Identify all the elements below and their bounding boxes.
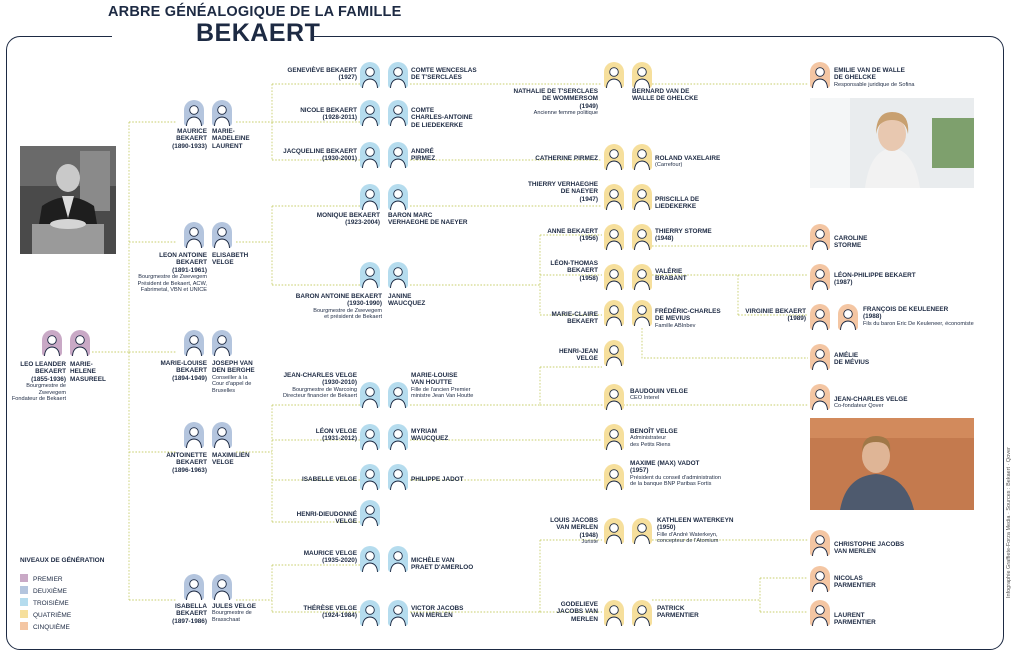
emilie-avatar-icon: [810, 62, 830, 88]
patrick-label: [657, 605, 699, 620]
laurent-avatar-icon: [810, 600, 830, 626]
person-name: PHILIPPE JADOT: [411, 476, 464, 483]
person-years: (1894-1949): [172, 374, 207, 382]
person-name: JEAN-CHARLES VELGE: [834, 396, 908, 403]
person-note: Bourgmestre de Zwevegem Fondateur de Bekaert: [11, 382, 66, 403]
legend-item-troisieme: TROISIÈME: [20, 598, 69, 607]
person-name: JANINE WAUCQUEZ: [388, 293, 426, 308]
person-name: ANDRÉ PIRMEZ: [411, 148, 436, 163]
maxime-avatar-icon: [604, 464, 624, 490]
roland-avatar-icon: [632, 144, 652, 170]
baron-marc-avatar-icon: [388, 184, 408, 210]
credit-text: Infographie Graffiete-Forza Media · Sources : Bekaert · Qover: [1006, 447, 1012, 598]
person-name: LEO LEANDER BEKAERT: [20, 361, 66, 376]
person-name: BENOÎT VELGE: [630, 428, 678, 435]
henri-jean-label: [559, 348, 598, 363]
louis-jacobs-label: [550, 517, 598, 546]
marie-madeleine-label: [212, 128, 250, 150]
person-name: VIRGINIE BEKAERT: [745, 308, 806, 315]
marie-louise-vh-label: [411, 372, 473, 400]
isabella-label: [172, 603, 207, 625]
jules-label: [212, 603, 256, 624]
patrick-avatar-icon: [632, 600, 652, 626]
michele-avatar-icon: [388, 546, 408, 572]
myriam-avatar-icon: [388, 424, 408, 450]
person-note: Bourgmestre de Brasschaat: [212, 610, 252, 624]
person-name: MAXIME (MAX) VADOT: [630, 460, 700, 467]
nicole-label: [300, 107, 357, 122]
person-years: (1923-2004): [345, 219, 380, 227]
person-name: FRANÇOIS DE KEULENEER: [863, 306, 949, 313]
henri-jean-avatar-icon: [604, 340, 624, 366]
person-name: MICHÈLE VAN PRAET D'AMERLOO: [411, 557, 474, 572]
person-years: (1948): [579, 531, 598, 539]
janine-avatar-icon: [388, 262, 408, 288]
person-years: (1957): [630, 467, 649, 475]
jean-charles-photo: [810, 418, 974, 510]
person-name: THÉRÈSE VELGE: [303, 605, 357, 612]
francois-label: [863, 306, 974, 327]
baron-antoine-avatar-icon: [360, 262, 380, 288]
person-name: COMTE CHARLES-ANTOINE DE LIEDEKERKE: [411, 107, 473, 129]
thierry-s-avatar-icon: [632, 224, 652, 250]
genevieve-label: [287, 67, 357, 82]
person-name: MAURICE BEKAERT: [176, 128, 207, 143]
michele-label: [411, 557, 473, 572]
person-note: Fille de l'ancien Premier ministre Jean Van Houtte: [411, 386, 474, 400]
portrait-color-image: [810, 98, 974, 188]
leon-antoine-avatar-icon: [184, 222, 204, 248]
person-years: (1931-2012): [322, 435, 357, 443]
benoit-avatar-icon: [604, 424, 624, 450]
person-years: (1927): [338, 74, 357, 82]
person-name: ANTOINETTE BEKAERT: [166, 452, 207, 467]
jacqueline-label: [283, 148, 357, 163]
person-name: MARIE-LOUISE BEKAERT: [160, 360, 207, 375]
person-years: (1948): [655, 235, 674, 243]
person-note: Administrateur des Petits Riens: [630, 435, 671, 449]
person-years: (1930-2001): [322, 155, 357, 163]
isabelle-velge-label: [302, 476, 357, 483]
person-years: (1928-2011): [322, 114, 357, 122]
andre-avatar-icon: [388, 142, 408, 168]
person-note: Juriste: [581, 538, 598, 545]
person-name: HENRI-DIEUDONNÉ VELGE: [296, 511, 357, 526]
leon-velge-label: [316, 428, 357, 443]
nicole-avatar-icon: [360, 100, 380, 126]
person-name: HENRI-JEAN VELGE: [558, 348, 598, 363]
person-note: CEO Interel: [630, 395, 660, 402]
marie-louise-vh-avatar-icon: [388, 382, 408, 408]
godelieve-avatar-icon: [604, 600, 624, 626]
henri-dieudonne-avatar-icon: [360, 500, 380, 526]
person-name: BERNARD VAN DE WALLE DE GHELCKE: [632, 88, 699, 103]
person-note: Fils du baron Eric De Keuleneer, économiste: [863, 320, 974, 327]
amelie-avatar-icon: [810, 344, 830, 370]
person-name: NICOLE BEKAERT: [300, 107, 357, 114]
joseph-label: [212, 360, 255, 395]
baudouin-avatar-icon: [604, 384, 624, 410]
person-note: (Carrefour): [655, 162, 683, 169]
marie-helene-avatar-icon: [70, 330, 90, 356]
person-note: Conseiller à la Cour d'appel de Bruxelles: [212, 374, 252, 395]
emilie-photo: [810, 98, 974, 188]
person-name: COMTE WENCESLAS DE T'SERCLAES: [411, 67, 477, 82]
leo-avatar-icon: [42, 330, 62, 356]
legend-item-cinquieme: CINQUIÈME: [20, 622, 70, 631]
person-note: Président du conseil d'administration de la banque BNP Paribas Fortis: [630, 474, 721, 488]
person-years: (1956): [579, 235, 598, 243]
person-note: Responsable juridique de Sofina: [834, 81, 915, 88]
catherine-avatar-icon: [604, 144, 624, 170]
person-note: Bourgmestre de Zwevegem Président de Bekaert, ACW, Fabrimetal, VBN et UNICE: [137, 273, 207, 294]
leon-philippe-avatar-icon: [810, 264, 830, 290]
person-name: ANNE BEKAERT: [547, 228, 598, 235]
benoit-label: [630, 428, 678, 449]
person-name: PRISCILLA DE LIEDEKERKE: [655, 196, 700, 211]
person-name: MARIE-LOUISE VAN HOUTTE: [411, 372, 458, 387]
person-years: (1890-1933): [172, 142, 207, 150]
leon-thomas-avatar-icon: [604, 264, 624, 290]
marie-madeleine-avatar-icon: [212, 100, 232, 126]
person-name: VICTOR JACOBS VAN MERLEN: [411, 605, 464, 620]
jacqueline-avatar-icon: [360, 142, 380, 168]
maurice-velge-label: [304, 550, 357, 565]
person-years: (1935-2020): [322, 557, 357, 565]
person-name: MAURICE VELGE: [303, 550, 357, 557]
isabella-avatar-icon: [184, 574, 204, 600]
person-name: ISABELLA BEKAERT: [175, 603, 207, 618]
person-note: Co-fondateur Qover: [834, 403, 884, 410]
elisabeth-label: [212, 252, 248, 267]
laurent-label: [834, 612, 876, 627]
person-note: Ancienne femme politique: [533, 109, 598, 116]
maximilien-label: [212, 452, 250, 467]
jules-avatar-icon: [212, 574, 232, 600]
person-name: LOUIS JACOBS VAN MERLEN: [550, 517, 598, 532]
wenceslas-label: [411, 67, 477, 82]
person-name: NATHALIE DE T'SERCLAES DE WOMMERSOM: [513, 88, 598, 103]
baron-antoine-label: [296, 293, 382, 321]
person-name: AMÉLIE DE MÉVIUS: [834, 352, 870, 367]
leon-thomas-label: [550, 260, 598, 282]
person-name: CAROLINE STORME: [834, 235, 868, 250]
marie-helene-label: [70, 361, 106, 383]
caroline-avatar-icon: [810, 224, 830, 250]
person-name: CATHERINE PIRMEZ: [535, 155, 598, 162]
title-line-1: ARBRE GÉNÉALOGIQUE DE LA FAMILLE: [108, 4, 402, 20]
marie-claire-avatar-icon: [604, 300, 624, 326]
myriam-label: [411, 428, 448, 443]
therese-avatar-icon: [360, 600, 380, 626]
person-years: (1989): [787, 315, 806, 323]
leon-philippe-label: [834, 272, 916, 287]
person-name: LÉON-PHILIPPE BEKAERT: [834, 272, 916, 279]
maxime-label: [630, 460, 721, 488]
maurice-velge-avatar-icon: [360, 546, 380, 572]
jean-charles-q-label: [834, 396, 908, 410]
jean-charles-q-avatar-icon: [810, 384, 830, 410]
elisabeth-avatar-icon: [212, 222, 232, 248]
person-years: (1949): [579, 102, 598, 110]
person-name: JACQUELINE BEKAERT: [283, 148, 357, 155]
jean-charles-v-label: [283, 372, 357, 400]
anne-label: [547, 228, 598, 243]
catherine-label: [535, 155, 598, 162]
leo-label: [12, 361, 66, 403]
person-years: (1897-1986): [172, 617, 207, 625]
thierry-v-label: [528, 181, 598, 203]
person-years: (1988): [863, 313, 882, 321]
philippe-jadot-label: [411, 476, 464, 483]
francois-avatar-icon: [838, 304, 858, 330]
nicolas-label: [834, 575, 876, 590]
person-years: (1930-1990): [347, 300, 382, 308]
person-note: Fille d'André Waterkeyn, concepteur de l'Atomium: [657, 531, 719, 545]
virginie-avatar-icon: [810, 304, 830, 330]
person-note: Famille ABInbev: [655, 322, 696, 329]
person-name: JOSEPH VAN DEN BERGHE: [212, 360, 255, 375]
antoinette-label: [166, 452, 207, 474]
person-years: (1958): [579, 274, 598, 282]
legend-item-deuxieme: DEUXIÈME: [20, 586, 67, 595]
leon-antoine-label: [138, 252, 207, 294]
frederic-avatar-icon: [632, 300, 652, 326]
person-name: JEAN-CHARLES VELGE: [283, 372, 357, 379]
person-name: ELISABETH VELGE: [212, 252, 249, 267]
portrait-color-image: [810, 418, 974, 510]
person-name: THIERRY STORME: [655, 228, 712, 235]
antoinette-avatar-icon: [184, 422, 204, 448]
person-years: (1947): [579, 195, 598, 203]
person-name: MYRIAM WAUCQUEZ: [411, 428, 449, 443]
person-name: BARON ANTOINE BEKAERT: [295, 293, 382, 300]
roland-label: [655, 155, 720, 169]
person-name: JULES VELGE: [212, 603, 257, 610]
legend-item-premier: PREMIER: [20, 574, 63, 583]
person-name: GODELIEVE JACOBS VAN MERLEN: [556, 601, 598, 623]
person-name: LÉON-THOMAS BEKAERT: [550, 260, 598, 275]
marie-louise-label: [160, 360, 207, 382]
louis-jacobs-avatar-icon: [604, 518, 624, 544]
family-name-title: BEKAERT: [196, 19, 321, 47]
leo-bekaert-photo: [20, 146, 116, 254]
thierry-v-avatar-icon: [604, 184, 624, 210]
isabelle-velge-avatar-icon: [360, 464, 380, 490]
charles-antoine-label: [411, 107, 473, 129]
person-name: FRÉDÉRIC-CHARLES DE MEVIUS: [655, 308, 721, 323]
maurice-avatar-icon: [184, 100, 204, 126]
virginie-label: [745, 308, 806, 323]
frederic-label: [655, 308, 721, 329]
christophe-label: [834, 541, 904, 556]
maurice-label: [172, 128, 207, 150]
nathalie-avatar-icon: [604, 62, 624, 88]
person-name: ROLAND VAXELAIRE: [655, 155, 721, 162]
jean-charles-v-avatar-icon: [360, 382, 380, 408]
valerie-avatar-icon: [632, 264, 652, 290]
person-name: LAURENT PARMENTIER: [834, 612, 876, 627]
andre-label: [411, 148, 435, 163]
person-name: MARIE- MADELEINE LAURENT: [212, 128, 250, 150]
kathleen-avatar-icon: [632, 518, 652, 544]
person-name: LEON ANTOINE BEKAERT: [159, 252, 207, 267]
person-name: BAUDOUIN VELGE: [630, 388, 688, 395]
monique-label: [317, 212, 380, 227]
amelie-label: [834, 352, 869, 367]
anne-avatar-icon: [604, 224, 624, 250]
janine-label: [388, 293, 425, 308]
joseph-avatar-icon: [212, 330, 232, 356]
portrait-bw-image: [20, 146, 116, 254]
baron-marc-label: [388, 212, 468, 227]
leon-velge-avatar-icon: [360, 424, 380, 450]
person-years: (1987): [834, 279, 853, 287]
person-years: (1896-1963): [172, 466, 207, 474]
person-years: (1930-2010): [322, 379, 357, 387]
person-name: NICOLAS PARMENTIER: [834, 575, 876, 590]
nathalie-label: [514, 88, 598, 117]
baudouin-label: [630, 388, 688, 402]
person-name: CHRISTOPHE JACOBS VAN MERLEN: [834, 541, 905, 556]
person-name: THIERRY VERHAEGHE DE NAEYER: [528, 181, 598, 196]
emilie-label: [834, 67, 915, 88]
person-note: Bourgmestre de Warcoing Directeur financier de Bekaert: [283, 386, 357, 400]
person-name: VALÉRIE BRABANT: [655, 268, 687, 283]
person-name: MARIE- HELENE MASUREEL: [70, 361, 106, 383]
therese-label: [303, 605, 357, 620]
legend-title: NIVEAUX DE GÉNÉRATION: [20, 557, 105, 564]
person-years: (1924-1984): [322, 612, 357, 620]
person-name: MARIE-CLAIRE BEKAERT: [551, 311, 598, 326]
henri-dieudonne-label: [297, 511, 357, 526]
wenceslas-avatar-icon: [388, 62, 408, 88]
marie-louise-avatar-icon: [184, 330, 204, 356]
godelieve-label: [557, 601, 598, 623]
person-years: (1891-1961): [172, 266, 207, 274]
bernard-avatar-icon: [632, 62, 652, 88]
victor-avatar-icon: [388, 600, 408, 626]
person-name: GENEVIÈVE BEKAERT: [287, 67, 357, 74]
maximilien-avatar-icon: [212, 422, 232, 448]
person-note: Bourgmestre de Zwevegem et président de Bekaert: [313, 307, 382, 321]
bernard-label: [632, 88, 698, 103]
person-name: PATRICK PARMENTIER: [657, 605, 699, 620]
charles-antoine-avatar-icon: [388, 100, 408, 126]
christophe-avatar-icon: [810, 530, 830, 556]
priscilla-avatar-icon: [632, 184, 652, 210]
valerie-label: [655, 268, 687, 283]
genevieve-avatar-icon: [360, 62, 380, 88]
person-name: MONIQUE BEKAERT: [316, 212, 380, 219]
philippe-jadot-avatar-icon: [388, 464, 408, 490]
nicolas-avatar-icon: [810, 566, 830, 592]
person-name: ISABELLE VELGE: [301, 476, 357, 483]
caroline-label: [834, 235, 867, 250]
person-years: (1950): [657, 524, 676, 532]
person-name: LÉON VELGE: [315, 428, 357, 435]
priscilla-label: [655, 196, 699, 211]
victor-label: [411, 605, 463, 620]
person-years: (1855-1936): [31, 375, 66, 383]
thierry-s-label: [655, 228, 712, 243]
person-name: KATHLEEN WATERKEYN: [657, 517, 734, 524]
kathleen-label: [657, 517, 733, 545]
monique-avatar-icon: [360, 184, 380, 210]
legend-item-quatrieme: QUATRIÈME: [20, 610, 71, 619]
person-name: BARON MARC VERHAEGHE DE NAEYER: [388, 212, 468, 227]
person-name: MAXIMILIEN VELGE: [212, 452, 250, 467]
marie-claire-label: [551, 311, 598, 326]
person-name: EMILIE VAN DE WALLE DE GHELCKE: [834, 67, 905, 82]
